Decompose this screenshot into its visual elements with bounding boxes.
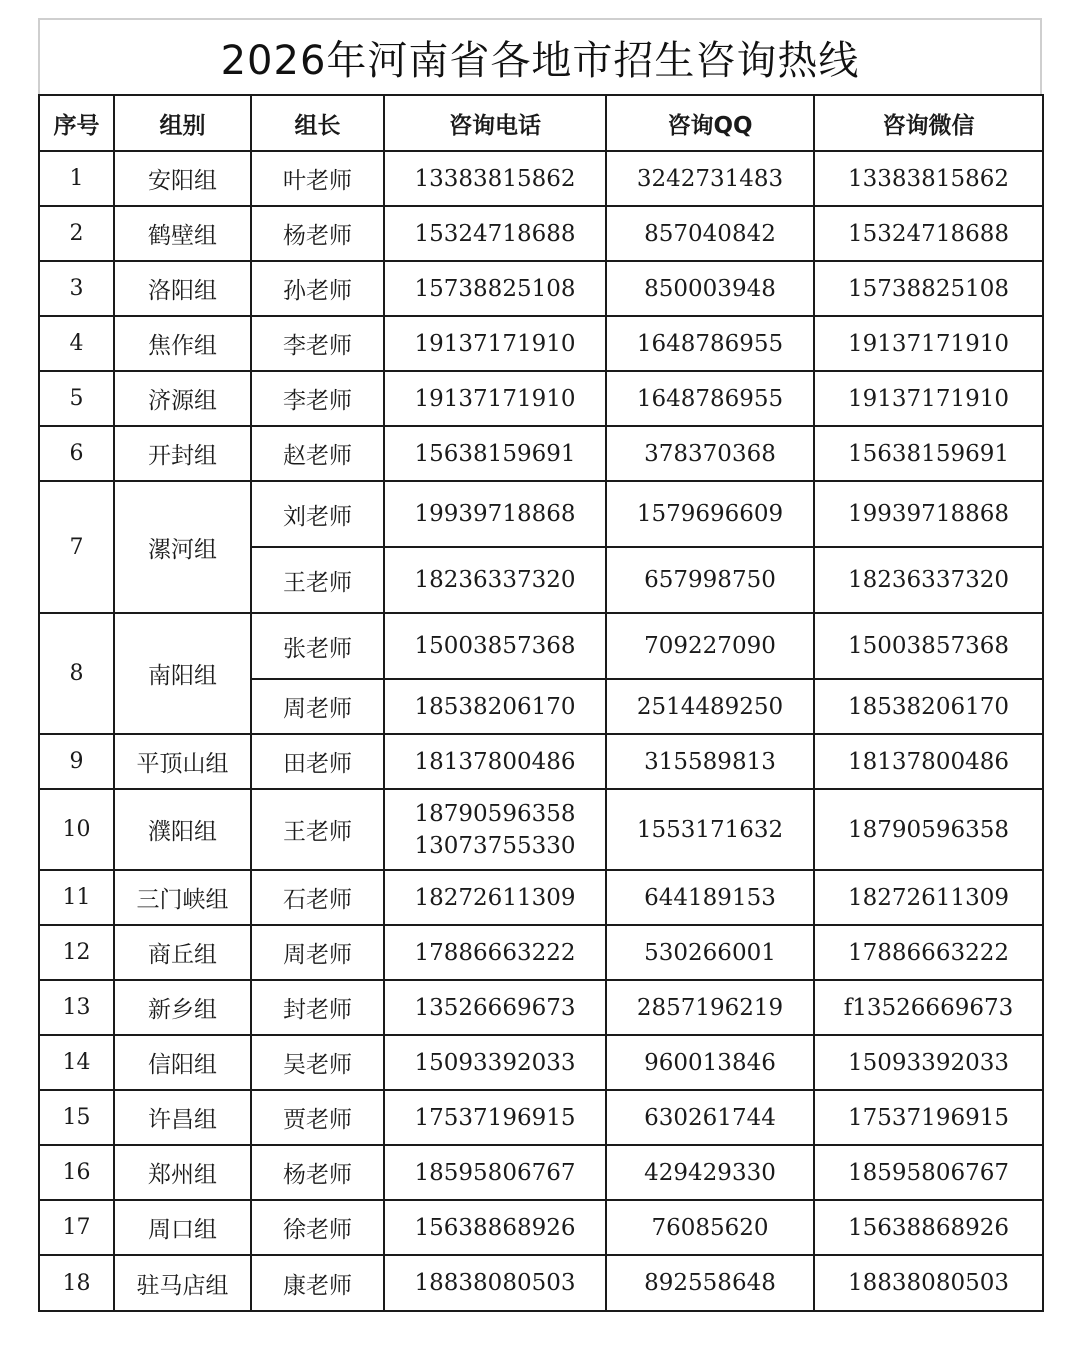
phone-cell: 18838080503: [384, 1255, 606, 1311]
wechat-cell: 17537196915: [814, 1090, 1043, 1145]
group-cell: 信阳组: [114, 1035, 251, 1090]
group-cell: 新乡组: [114, 980, 251, 1035]
wechat-cell: 18790596358: [814, 789, 1043, 870]
seq-cell: 3: [39, 261, 114, 316]
leader-cell: 王老师: [251, 547, 384, 613]
leader-cell: 田老师: [251, 734, 384, 789]
page-title: 2026年河南省各地市招生咨询热线: [220, 37, 860, 84]
phone-cell: 17886663222: [384, 925, 606, 980]
phone-cell: 18595806767: [384, 1145, 606, 1200]
group-cell: 洛阳组: [114, 261, 251, 316]
wechat-cell: 18595806767: [814, 1145, 1043, 1200]
phone-cell: 15738825108: [384, 261, 606, 316]
leader-cell: 赵老师: [251, 426, 384, 481]
qq-cell: 1648786955: [606, 316, 814, 371]
leader-cell: 叶老师: [251, 151, 384, 206]
header-leader: 组长: [251, 95, 384, 151]
wechat-cell: 15324718688: [814, 206, 1043, 261]
group-cell: 济源组: [114, 371, 251, 426]
seq-cell: 8: [39, 613, 114, 734]
leader-cell: 李老师: [251, 371, 384, 426]
table-row: [39, 734, 1043, 789]
seq-cell: 5: [39, 371, 114, 426]
leader-cell: 贾老师: [251, 1090, 384, 1145]
header-qq: 咨询QQ: [606, 95, 814, 151]
leader-cell: 封老师: [251, 980, 384, 1035]
group-cell: 漯河组: [114, 481, 251, 613]
wechat-cell: 15738825108: [814, 261, 1043, 316]
phone-cell: 18236337320: [384, 547, 606, 613]
phone-cell: 17537196915: [384, 1090, 606, 1145]
phone-cell: 19939718868: [384, 481, 606, 547]
table-row: [39, 316, 1043, 371]
group-cell: 安阳组: [114, 151, 251, 206]
leader-cell: 吴老师: [251, 1035, 384, 1090]
group-cell: 开封组: [114, 426, 251, 481]
table-row: [39, 789, 1043, 870]
qq-cell: 530266001: [606, 925, 814, 980]
phone-cell: 15003857368: [384, 613, 606, 679]
group-cell: 濮阳组: [114, 789, 251, 870]
wechat-cell: 18236337320: [814, 547, 1043, 613]
qq-cell: 657998750: [606, 547, 814, 613]
seq-cell: 4: [39, 316, 114, 371]
qq-cell: 2514489250: [606, 679, 814, 734]
phone-cell: 13383815862: [384, 151, 606, 206]
table-row: [39, 481, 1043, 547]
wechat-cell: 19939718868: [814, 481, 1043, 547]
wechat-cell: 17886663222: [814, 925, 1043, 980]
wechat-cell: 15638159691: [814, 426, 1043, 481]
table-row: [39, 1035, 1043, 1090]
leader-cell: 康老师: [251, 1255, 384, 1311]
seq-cell: 1: [39, 151, 114, 206]
group-cell: 平顶山组: [114, 734, 251, 789]
wechat-cell: 13383815862: [814, 151, 1043, 206]
leader-cell: 张老师: [251, 613, 384, 679]
leader-cell: 徐老师: [251, 1200, 384, 1255]
seq-cell: 6: [39, 426, 114, 481]
group-cell: 三门峡组: [114, 870, 251, 925]
seq-cell: 7: [39, 481, 114, 613]
seq-cell: 2: [39, 206, 114, 261]
qq-cell: 644189153: [606, 870, 814, 925]
qq-cell: 2857196219: [606, 980, 814, 1035]
leader-cell: 孙老师: [251, 261, 384, 316]
table-row: [39, 426, 1043, 481]
phone-cell: 13526669673: [384, 980, 606, 1035]
phone-cell: 15638868926: [384, 1200, 606, 1255]
phone-cell: 15638159691: [384, 426, 606, 481]
seq-cell: 9: [39, 734, 114, 789]
phone-cell: 19137171910: [384, 371, 606, 426]
qq-cell: 960013846: [606, 1035, 814, 1090]
group-cell: 焦作组: [114, 316, 251, 371]
header-row: [39, 95, 1043, 151]
qq-cell: 709227090: [606, 613, 814, 679]
qq-cell: 630261744: [606, 1090, 814, 1145]
phone-cell: 15093392033: [384, 1035, 606, 1090]
seq-cell: 18: [39, 1255, 114, 1311]
leader-cell: 杨老师: [251, 206, 384, 261]
header-phone: 咨询电话: [384, 95, 606, 151]
wechat-cell: 15003857368: [814, 613, 1043, 679]
header-group: 组别: [114, 95, 251, 151]
seq-cell: 17: [39, 1200, 114, 1255]
wechat-cell: f13526669673: [814, 980, 1043, 1035]
seq-cell: 15: [39, 1090, 114, 1145]
leader-cell: 刘老师: [251, 481, 384, 547]
qq-cell: 1648786955: [606, 371, 814, 426]
phone-line-1: 18790596358: [414, 800, 576, 827]
header-seq: 序号: [39, 95, 114, 151]
leader-cell: 周老师: [251, 925, 384, 980]
table-row: [39, 613, 1043, 679]
phone-line-2: 13073755330: [414, 832, 576, 859]
wechat-cell: 19137171910: [814, 371, 1043, 426]
seq-cell: 14: [39, 1035, 114, 1090]
wechat-cell: 15093392033: [814, 1035, 1043, 1090]
wechat-cell: 18838080503: [814, 1255, 1043, 1311]
wechat-cell: 15638868926: [814, 1200, 1043, 1255]
wechat-cell: 18137800486: [814, 734, 1043, 789]
wechat-cell: 18272611309: [814, 870, 1043, 925]
group-cell: 南阳组: [114, 613, 251, 734]
table-row: [39, 925, 1043, 980]
header-wechat: 咨询微信: [814, 95, 1043, 151]
leader-cell: 周老师: [251, 679, 384, 734]
leader-cell: 李老师: [251, 316, 384, 371]
qq-cell: 1553171632: [606, 789, 814, 870]
table-row: [39, 1200, 1043, 1255]
seq-cell: 12: [39, 925, 114, 980]
group-cell: 商丘组: [114, 925, 251, 980]
wechat-cell: 18538206170: [814, 679, 1043, 734]
group-cell: 许昌组: [114, 1090, 251, 1145]
group-cell: 郑州组: [114, 1145, 251, 1200]
table-row: [39, 1090, 1043, 1145]
qq-cell: 850003948: [606, 261, 814, 316]
table-row: [39, 1145, 1043, 1200]
table-row: [39, 261, 1043, 316]
table-row: [39, 371, 1043, 426]
table-row: [39, 206, 1043, 261]
qq-cell: 378370368: [606, 426, 814, 481]
phone-cell: 18538206170: [384, 679, 606, 734]
phone-cell: 18272611309: [384, 870, 606, 925]
title-box: [38, 18, 1042, 94]
seq-cell: 10: [39, 789, 114, 870]
leader-cell: 王老师: [251, 789, 384, 870]
group-cell: 鹤壁组: [114, 206, 251, 261]
qq-cell: 857040842: [606, 206, 814, 261]
qq-cell: 429429330: [606, 1145, 814, 1200]
phone-cell: [384, 789, 606, 870]
hotline-table: [38, 94, 1044, 1312]
qq-cell: 1579696609: [606, 481, 814, 547]
table-row: [39, 870, 1043, 925]
wechat-cell: 19137171910: [814, 316, 1043, 371]
qq-cell: 76085620: [606, 1200, 814, 1255]
qq-cell: 3242731483: [606, 151, 814, 206]
seq-cell: 11: [39, 870, 114, 925]
phone-cell: 15324718688: [384, 206, 606, 261]
table-row: [39, 980, 1043, 1035]
qq-cell: 315589813: [606, 734, 814, 789]
leader-cell: 石老师: [251, 870, 384, 925]
table-row: [39, 1255, 1043, 1311]
group-cell: 驻马店组: [114, 1255, 251, 1311]
phone-cell: 19137171910: [384, 316, 606, 371]
leader-cell: 杨老师: [251, 1145, 384, 1200]
qq-cell: 892558648: [606, 1255, 814, 1311]
seq-cell: 16: [39, 1145, 114, 1200]
phone-cell: 18137800486: [384, 734, 606, 789]
seq-cell: 13: [39, 980, 114, 1035]
group-cell: 周口组: [114, 1200, 251, 1255]
table-row: [39, 151, 1043, 206]
